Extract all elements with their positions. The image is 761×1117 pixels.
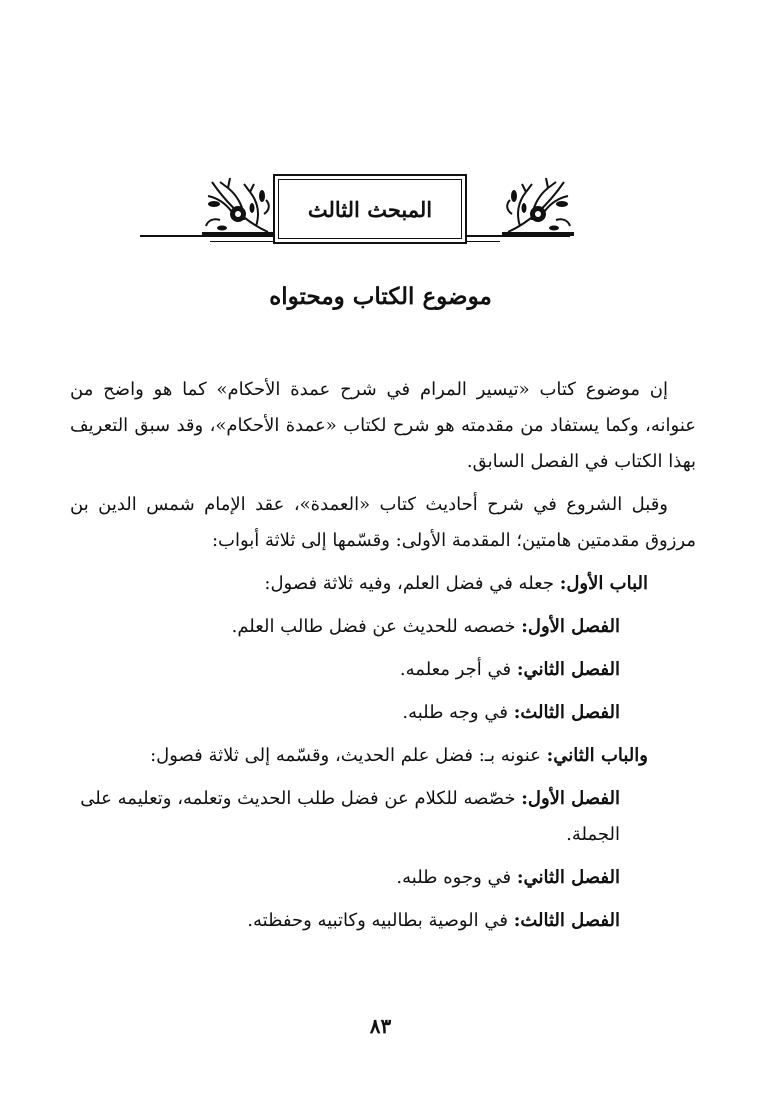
fasl-label: الفصل الثاني:: [516, 867, 620, 888]
fasl-label: الفصل الثالث:: [513, 910, 620, 931]
bab-2-text: عنونه بـ: فضل علم الحديث، وقسّمه إلى ثلاثة فصول:: [150, 745, 547, 766]
bab-1-fasl-3: [70, 695, 696, 731]
bab-1-fasl-1: [70, 609, 696, 645]
paragraph-intro: إن موضوع كتاب «تيسير المرام في شرح عمدة الأحكام» كما هو واضح من عنوانه، وكما يستفاد من مقدمته هو شرح لكتاب «عمدة الأحكام»، وقد سبق التعريف بهذا الكتاب في الفصل السابق.: [70, 379, 696, 472]
fasl-text: في وجه طلبه.: [402, 702, 514, 723]
bab-2: [70, 738, 696, 774]
fasl-label: الفصل الثاني:: [516, 659, 620, 680]
fasl-text: خصّصه للكلام عن فضل طلب الحديث وتعلمه، وتعليمه على الجملة.: [80, 788, 620, 845]
bab-1-label: الباب الأول:: [559, 573, 648, 594]
bab-1: [70, 566, 696, 602]
fasl-text: في وجوه طلبه.: [396, 867, 517, 888]
page-subtitle: موضوع الكتاب ومحتواه: [269, 283, 492, 310]
bab-1-fasl-2: [70, 652, 696, 688]
section-title-box: [273, 174, 467, 244]
bab-1-text: جعله في فضل العلم، وفيه ثلاثة فصول:: [264, 573, 560, 594]
fasl-text: في أجر معلمه.: [399, 659, 517, 680]
section-header: [140, 172, 570, 252]
body-text: [70, 372, 696, 946]
fasl-text: خصصه للحديث عن فضل طالب العلم.: [231, 616, 522, 637]
fasl-text: في الوصية بطالبيه وكاتبيه وحفظته.: [247, 910, 514, 931]
floral-ornament-icon: [502, 174, 574, 240]
fasl-label: الفصل الأول:: [521, 616, 620, 637]
bab-2-label: والباب الثاني:: [546, 745, 648, 766]
floral-ornament-icon: [202, 174, 274, 240]
page-number: ٨٣: [369, 1014, 392, 1038]
bab-2-fasl-1: [70, 781, 696, 853]
bab-2-fasl-3: [70, 903, 696, 939]
fasl-label: الفصل الثالث:: [513, 702, 620, 723]
section-title: المبحث الثالث: [307, 196, 433, 222]
paragraph-introductions: وقبل الشروع في شرح أحاديث كتاب «العمدة»، عقد الإمام شمس الدين بن مرزوق مقدمتين هامتين؛ المقدمة الأولى: وقسّمها إلى ثلاثة أبواب:: [70, 494, 696, 551]
bab-2-fasl-2: [70, 860, 696, 896]
fasl-label: الفصل الأول:: [521, 788, 620, 809]
